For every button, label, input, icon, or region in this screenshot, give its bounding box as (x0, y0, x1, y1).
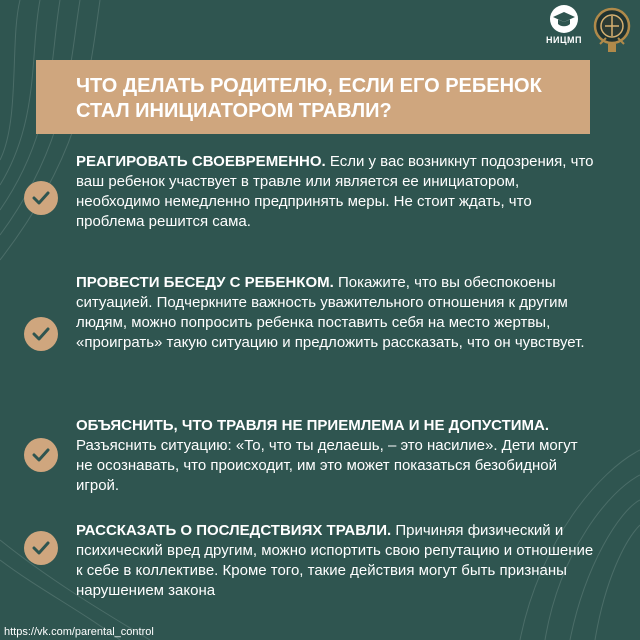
page-title: ЧТО ДЕЛАТЬ РОДИТЕЛЮ, ЕСЛИ ЕГО РЕБЕНОК СТАЛ ИНИЦИАТОРОМ ТРАВЛИ? (76, 75, 542, 122)
item-heading: РАССКАЗАТЬ О ПОСЛЕДСТВИЯХ ТРАВЛИ. (76, 522, 392, 539)
check-icon (24, 531, 58, 565)
item-text: Причиняя физический и психический вред другим, можно испортить свою репутацию и отношение к себе в коллективе. Кроме того, такие действия могут быть признаны нарушением закона (76, 522, 594, 599)
item-text: Если у вас возникнут подозрения, что ваш ребенок участвует в травле или является ее инициатором, необходимо немедленно предпринять меры. Не стоит ждать, что проблема решится сама. (76, 153, 594, 230)
list-item (76, 152, 596, 232)
item-heading: РЕАГИРОВАТЬ СВОЕВРЕМЕННО. (76, 153, 326, 170)
logos (542, 4, 632, 56)
check-icon (24, 181, 58, 215)
graduation-cap-icon (549, 4, 579, 34)
check-icon (24, 317, 58, 351)
item-text: Покажите, что вы обеспокоены ситуацией. Подчеркните важность уважительного отношения к другим людям, можно попросить ребенка поставить себя на место жертвы, «проиграть» такую ситуацию и предложить рассказать, что он чувствует. (76, 274, 585, 351)
list-item (76, 521, 596, 601)
title-banner (36, 60, 590, 134)
emblem-icon (592, 4, 632, 56)
list-item (76, 416, 596, 496)
source-link[interactable]: https://vk.com/parental_control (4, 626, 154, 638)
list-item (76, 273, 596, 353)
item-heading: ПРОВЕСТИ БЕСЕДУ С РЕБЕНКОМ. (76, 274, 334, 291)
item-text: Разъяснить ситуацию: «То, что ты делаешь, – это насилие». Дети могут не осознавать, что происходит, им это может показаться безобидной игрой. (76, 437, 578, 494)
item-heading: ОБЪЯСНИТЬ, ЧТО ТРАВЛЯ НЕ ПРИЕМЛЕМА И НЕ ДОПУСТИМА. (76, 417, 550, 434)
check-icon (24, 438, 58, 472)
logo-text: НИЦМП (545, 35, 582, 45)
nicmp-logo (542, 4, 586, 45)
